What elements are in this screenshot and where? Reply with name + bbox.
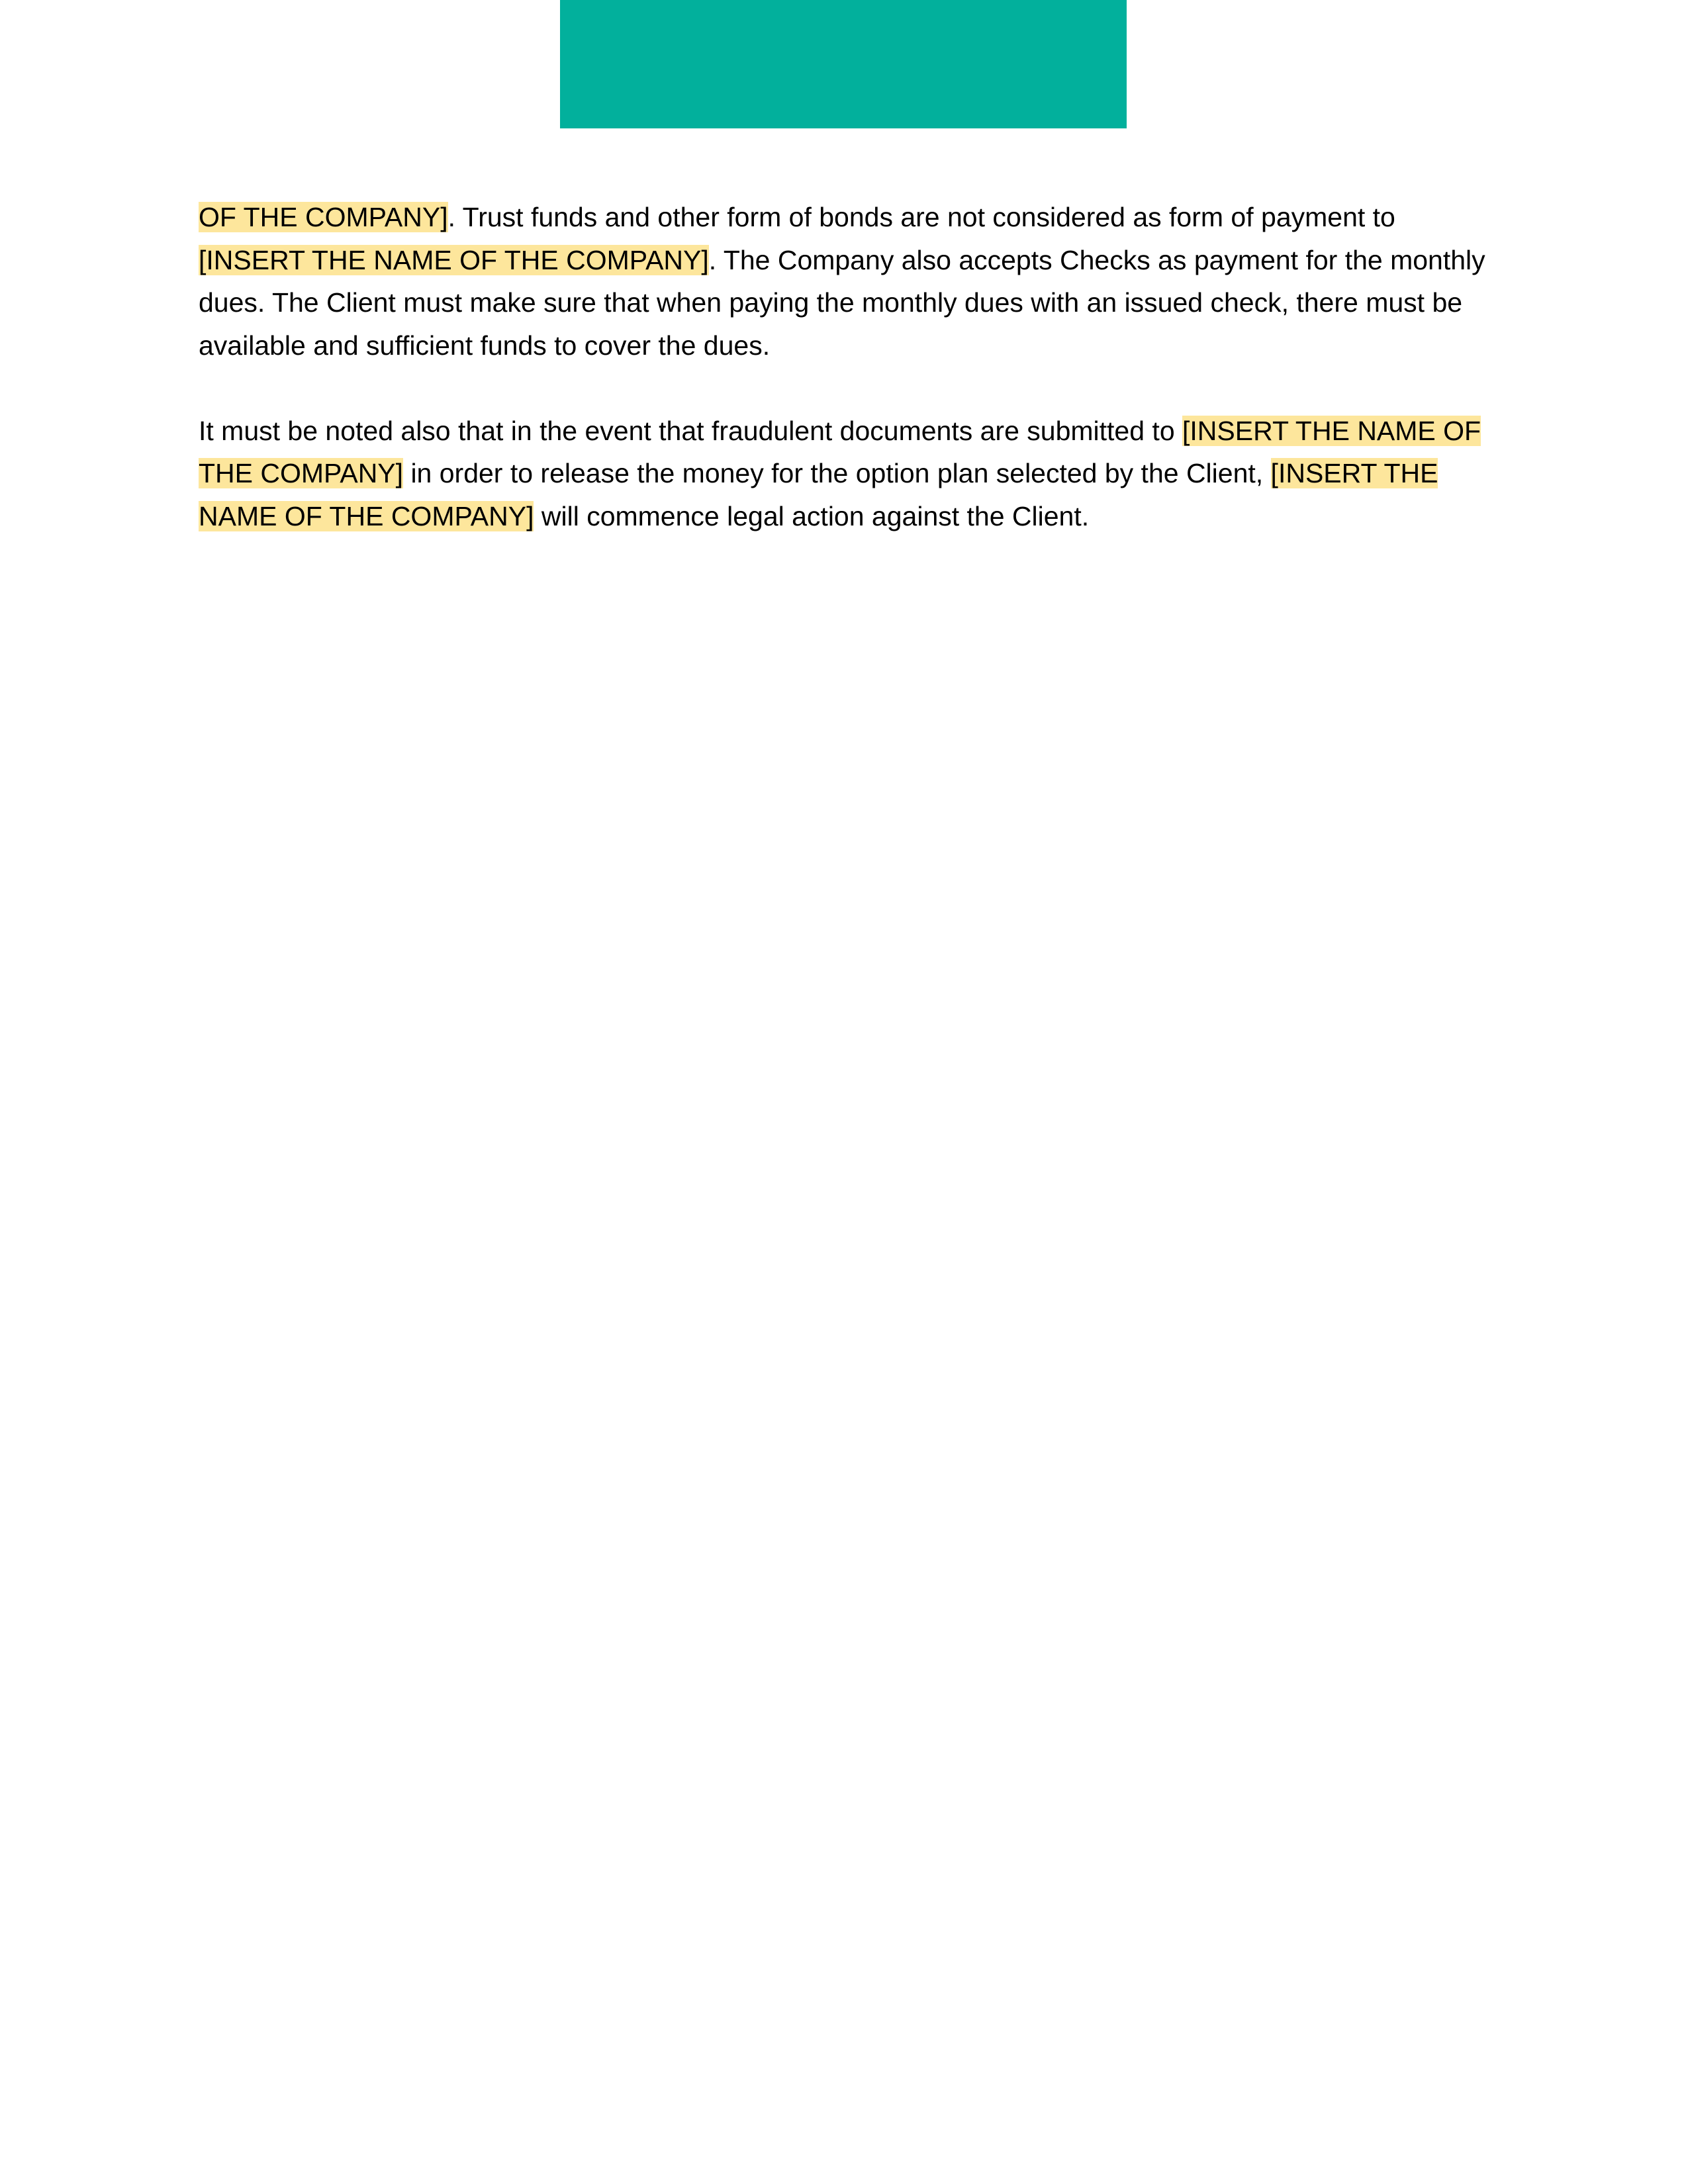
company-name-placeholder: [INSERT THE NAME OF THE COMPANY] — [199, 244, 709, 275]
paragraph-payment-terms — [199, 196, 1496, 367]
paragraph-text: It must be noted also that in the event that fraudulent documents are submitted to — [199, 415, 1183, 446]
company-name-placeholder: [INSERT THE NAME OF THE COMPANY] — [199, 415, 1481, 488]
header-color-band — [560, 0, 1127, 128]
paragraph-fraud-notice — [199, 410, 1496, 538]
company-name-placeholder: OF THE COMPANY] — [199, 202, 448, 232]
paragraph-text: will commence legal action against the Client. — [534, 500, 1090, 531]
paragraph-text: in order to release the money for the option plan selected by the Client, — [403, 458, 1271, 488]
document-body — [199, 196, 1496, 537]
company-name-placeholder: [INSERT THE NAME OF THE COMPANY] — [199, 458, 1438, 531]
paragraph-text: . Trust funds and other form of bonds are not considered as form of payment to — [447, 202, 1395, 232]
paragraph-text: . The Company also accepts Checks as payment for the monthly dues. The Client must make sure that when paying the monthly dues with an issued check, there must be available and sufficient funds to cover the dues. — [199, 244, 1485, 361]
